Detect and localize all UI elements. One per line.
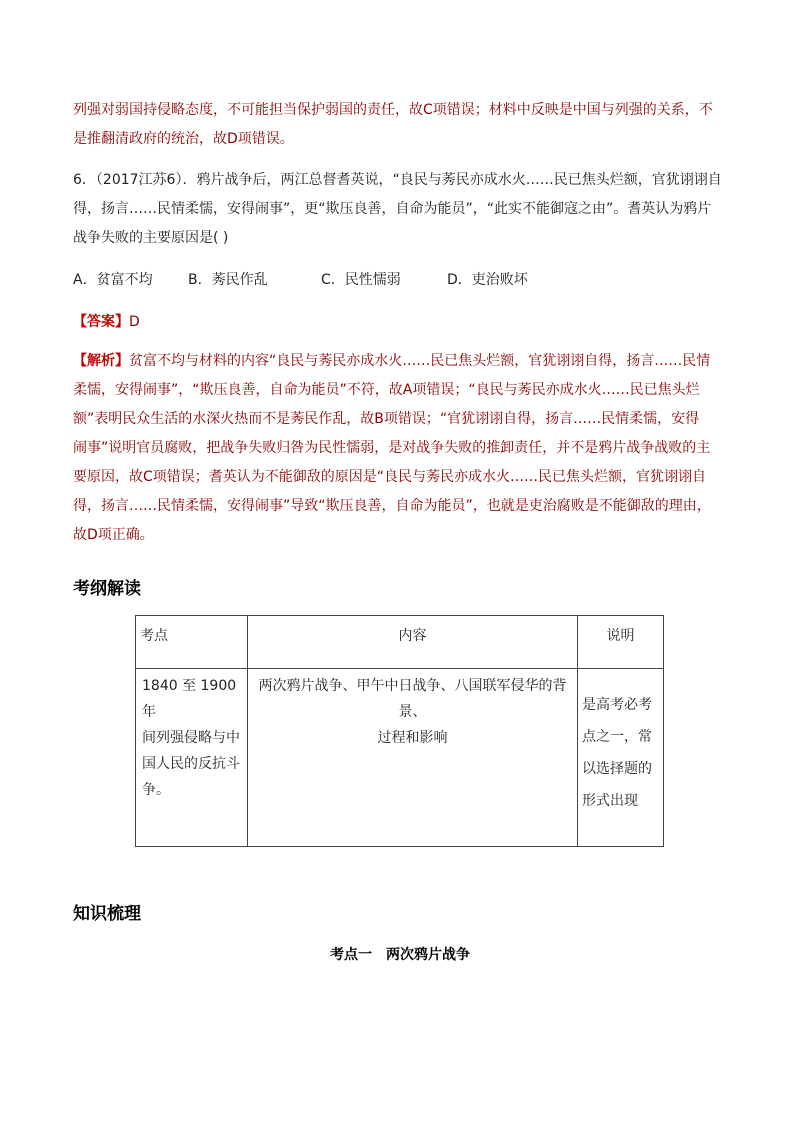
- option-c: C．民性懦弱: [321, 272, 401, 288]
- note-line-4: 形式出现: [582, 793, 638, 809]
- topic-line-1: 1840 至 1900 年: [142, 678, 237, 720]
- answer-value: D: [129, 314, 140, 330]
- analysis-line-7: 故D项正确。: [73, 527, 154, 543]
- section-subheading: 考点一 两次鸦片战争: [330, 947, 470, 963]
- question-stem: [73, 166, 727, 253]
- topic-line-2: 间列强侵略与中: [142, 730, 240, 746]
- table-cell-topic: [136, 669, 248, 847]
- table-cell-content: [248, 669, 578, 847]
- analysis-line-3: 额”表明民众生活的水深火热而不是莠民作乱，故B项错误；“官犹诩诩自得，扬言……民情柔懦，安得: [73, 411, 700, 427]
- option-d: D．吏治败坏: [447, 272, 528, 288]
- topic-line-3: 国人民的反抗斗: [142, 756, 240, 772]
- question-line-1: 6．（2017江苏6）．鸦片战争后，两江总督耆英说，“良民与莠民亦成水火……民已焦头烂额，官犹诩诩自: [73, 172, 722, 188]
- table-header-note: 说明: [578, 616, 664, 669]
- knowledge-heading: 知识梳理: [73, 904, 141, 924]
- intro-line-2: 是推翻清政府的统治，故D项错误。: [73, 131, 294, 147]
- table-header-content: 内容: [248, 616, 578, 669]
- intro-line-1: 列强对弱国持侵略态度，不可能担当保护弱国的责任，故C项错误；材料中反映是中国与列强的关系，不: [73, 102, 713, 118]
- analysis-line-4: 闹事”说明官员腐败，把战争失败归咎为民性懦弱，是对战争失败的推卸责任，并不是鸦片战争战败的主: [73, 440, 711, 456]
- analysis-paragraph: [73, 347, 727, 550]
- question-line-3: 战争失败的主要原因是( ): [73, 230, 229, 246]
- content-line-1: 两次鸦片战争、甲午中日战争、八国联军侵华的背景、: [258, 678, 567, 720]
- analysis-line-1: 贫富不均与材料的内容“良民与莠民亦成水火……民已焦头烂额，官犹诩诩自得，扬言……民情: [129, 353, 711, 369]
- answer-line: [73, 311, 727, 333]
- question-options: [73, 269, 727, 291]
- note-line-1: 是高考必考: [582, 697, 652, 713]
- topic-line-4: 争。: [142, 782, 170, 798]
- note-line-3: 以选择题的: [582, 761, 652, 777]
- question-line-2: 得，扬言……民情柔懦，安得闹事”，更“欺压良善，自命为能员”，“此实不能御寇之由”。耆英认为鸦片: [73, 201, 712, 217]
- analysis-line-2: 柔懦，安得闹事”，“欺压良善，自命为能员”不符，故A项错误；“良民与莠民亦成水火……民已焦头烂: [73, 382, 700, 398]
- intro-paragraph: [73, 96, 727, 154]
- table-header-row: [136, 616, 664, 669]
- analysis-line-6: 得，扬言……民情柔懦，安得闹事”导致“欺压良善，自命为能员”，也就是吏治腐败是不能御敌的理由，: [73, 498, 711, 514]
- answer-tag: 【答案】: [73, 314, 129, 330]
- outline-heading: 考纲解读: [73, 579, 141, 599]
- table-header-topic: 考点: [136, 616, 248, 669]
- outline-table: [135, 615, 664, 847]
- analysis-line-5: 要原因，故C项错误；耆英认为不能御敌的原因是“良民与莠民亦成水火……民已焦头烂额，官犹诩诩自: [73, 469, 707, 485]
- analysis-tag: 【解析】: [73, 353, 129, 369]
- content-line-2: 过程和影响: [377, 730, 448, 746]
- option-b: B．莠民作乱: [188, 272, 268, 288]
- table-cell-note: [578, 669, 664, 847]
- option-a: A．贫富不均: [73, 272, 153, 288]
- note-line-2: 点之一，常: [582, 729, 652, 745]
- table-row: [136, 669, 664, 847]
- document-page: [73, 96, 727, 964]
